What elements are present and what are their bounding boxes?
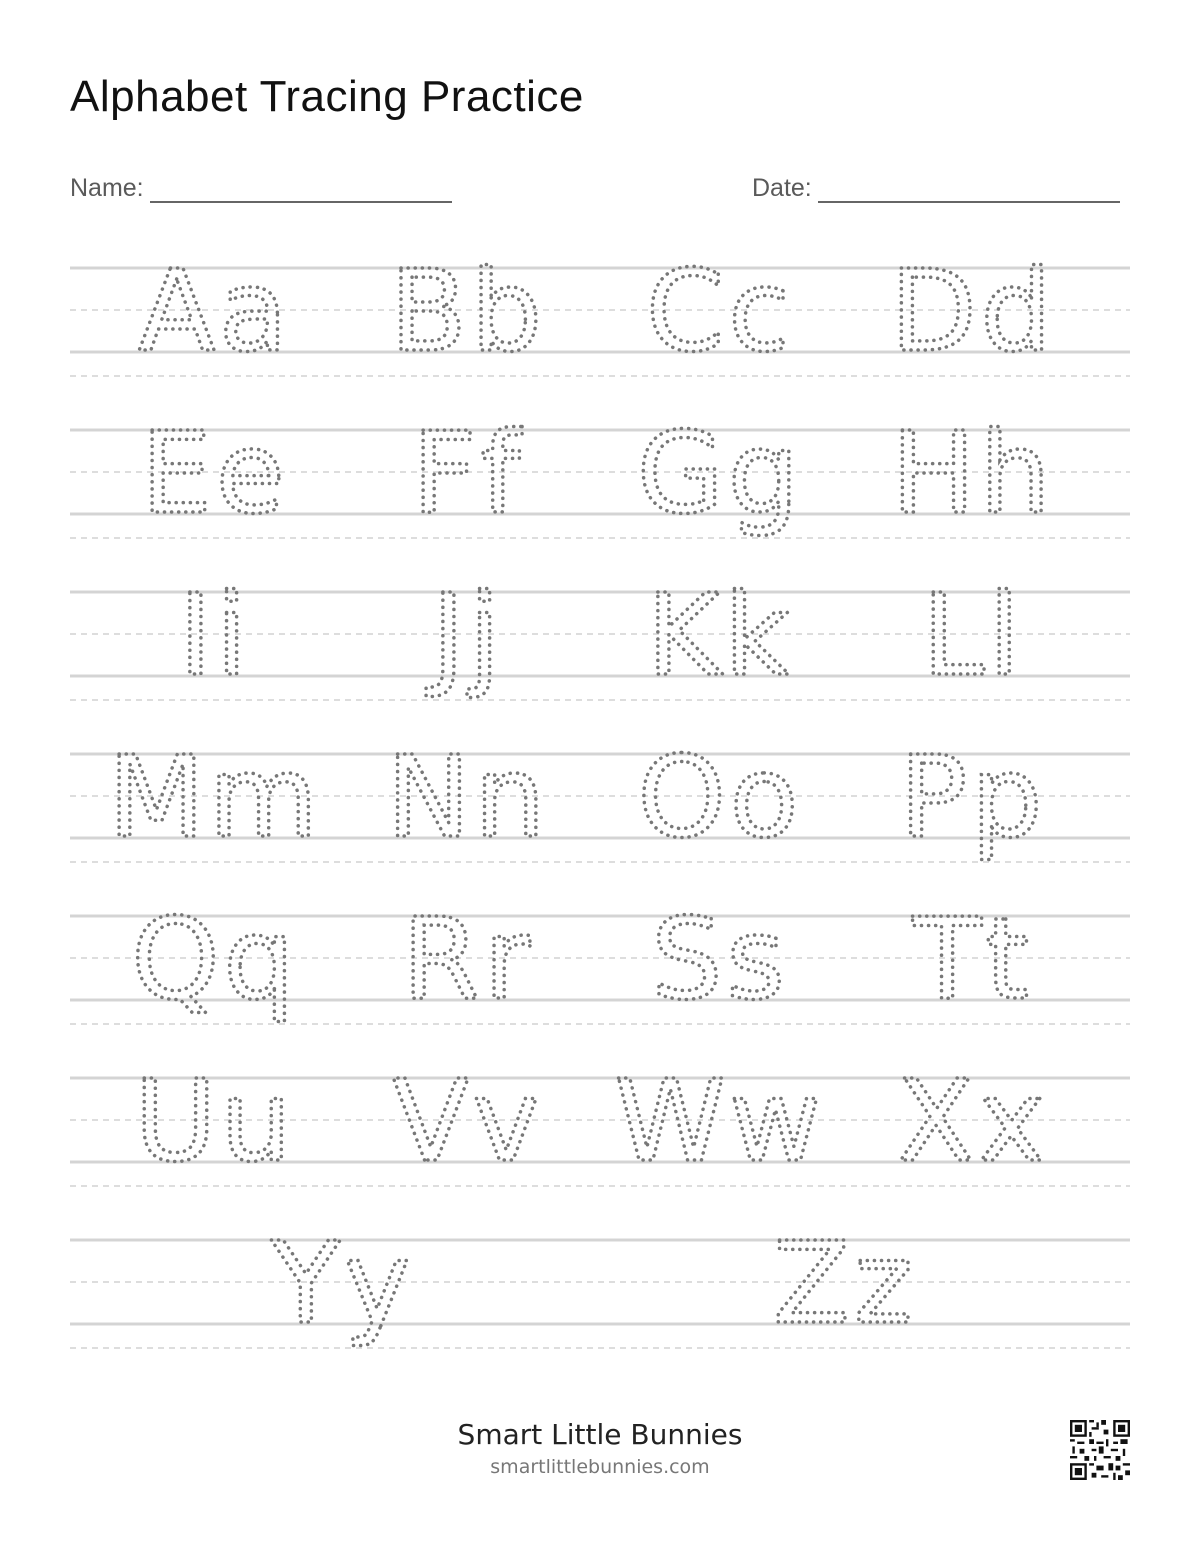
tracing-row <box>70 1219 1130 1349</box>
tracing-row <box>70 247 1130 377</box>
tracing-letter-pair: Yy <box>271 1219 415 1349</box>
footer-url: smartlittlebunnies.com <box>490 1456 710 1478</box>
tracing-letter-pair: Aa <box>138 247 292 377</box>
page-title: Alphabet Tracing Practice <box>70 72 584 121</box>
tracing-row <box>70 409 1130 539</box>
tracing-letter-pair: Kk <box>646 571 794 701</box>
tracing-letter-pair: Rr <box>402 895 534 1025</box>
tracing-letter-pair: Ll <box>922 571 1024 701</box>
tracing-letter-pair: Nn <box>386 733 550 863</box>
tracing-letter-pair: Qq <box>131 895 299 1025</box>
tracing-letter-pair: Ww <box>614 1057 826 1187</box>
tracing-letter-pair: Hh <box>891 409 1055 539</box>
tracing-letter-pair: Xx <box>897 1057 1049 1187</box>
tracing-letter-pair: Zz <box>773 1219 917 1349</box>
tracing-row <box>70 733 1130 863</box>
date-label: Date: <box>752 174 812 202</box>
tracing-letter-pair: Vv <box>392 1057 544 1187</box>
tracing-letter-pair: Ii <box>178 571 252 701</box>
qr-code-icon <box>1070 1420 1130 1480</box>
tracing-letter-pair: Bb <box>390 247 546 377</box>
tracing-letter-pair: Ss <box>651 895 789 1025</box>
footer-brand: Smart Little Bunnies <box>457 1418 743 1451</box>
tracing-letter-pair: Dd <box>890 247 1056 377</box>
tracing-letter-pair: Cc <box>646 247 794 377</box>
tracing-letter-pair: Pp <box>899 733 1047 863</box>
tracing-letter-pair: Jj <box>431 571 505 701</box>
tracing-letter-pair: Uu <box>134 1057 296 1187</box>
tracing-letter-pair: Oo <box>637 733 803 863</box>
tracing-letter-pair: Mm <box>108 733 322 863</box>
name-label: Name: <box>70 174 144 202</box>
tracing-row <box>70 1057 1130 1187</box>
tracing-letter-pair: Ee <box>141 409 289 539</box>
tracing-row <box>70 895 1130 1025</box>
tracing-letter-pair: Gg <box>637 409 803 539</box>
tracing-letter-pair: Ff <box>412 409 524 539</box>
tracing-row <box>70 571 1130 701</box>
tracing-letter-pair: Tt <box>912 895 1034 1025</box>
